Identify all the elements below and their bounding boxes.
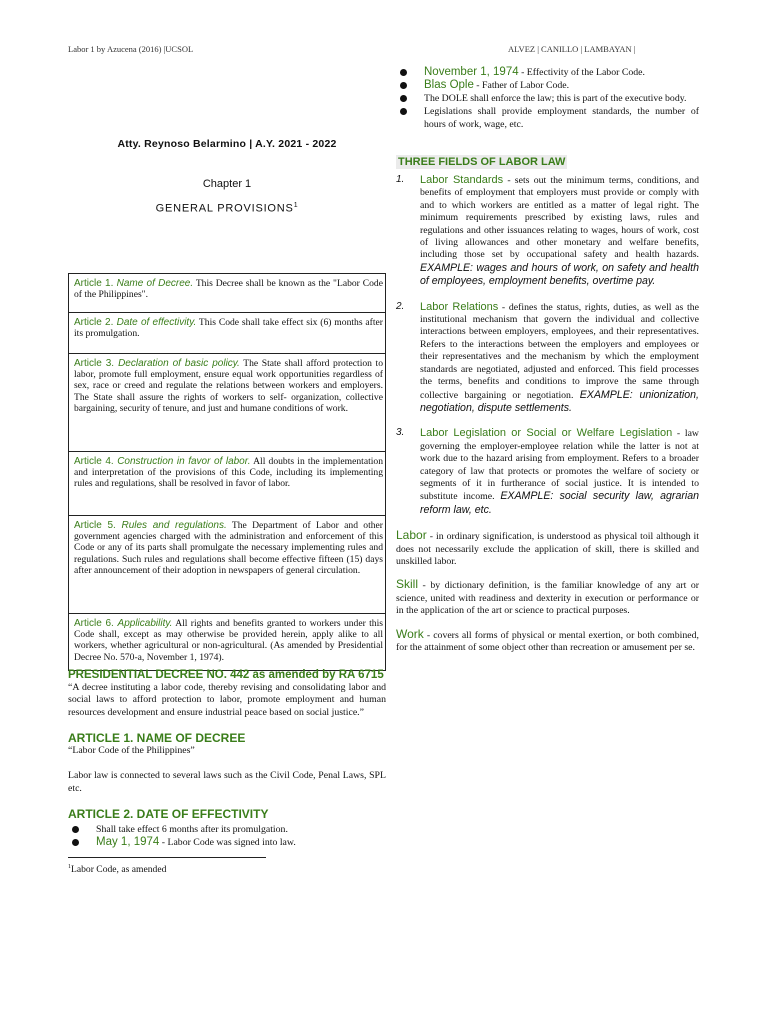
list-item: [396, 174, 699, 289]
list-item: [396, 66, 699, 79]
definition-work: [396, 628, 699, 655]
field-head: Labor Relations: [420, 300, 499, 313]
list-item: [68, 836, 386, 849]
pd-quote: “A decree instituting a labor code, thereby revising and consolidating labor and social laws to afford protection to labor, promote employment and human resources development and ensure industrial peace based on social justice.”: [68, 681, 386, 718]
field-example: EXAMPLE: social security law, agrarian reform law, etc.: [420, 490, 699, 516]
field-example: EXAMPLE: unionization, negotiation, dispute settlements.: [420, 388, 699, 414]
art1-quote: “Labor Code of the Philippines”: [68, 745, 195, 757]
articles-table: [68, 273, 386, 671]
article-text: The Department of Labor and other government agencies charged with the administration and enforcement of this Code or any of its parts shall promulgate the necessary implementing rules and regulations. Such rules and regulations shall become effective fifteen (15) days after announcement of their adoption in newspapers of general circulation.: [74, 519, 383, 577]
definition-skill: [396, 578, 699, 617]
article-title: Date of effectivity.: [116, 316, 197, 328]
article-title: Declaration of basic policy.: [118, 357, 240, 369]
field-head: Labor Standards: [420, 174, 504, 186]
field-example: EXAMPLE: wages and hours of work, on safety and health of employees, employment benefits, overtime pay.: [420, 261, 699, 288]
article-num: Article 3.: [74, 357, 119, 369]
right-column: [396, 64, 699, 654]
header-right: ALVEZ | CANILLO | LAMBAYAN |: [508, 44, 636, 54]
field-text: - sets out the minimum terms, conditions, and benefits of employment that employers must provide or comply with and to which workers are entitled as a matter of legal right. The minimum requirements prescribed by existing laws, rules and regulations and other issuances relating to wages, hours of work, cost of living allowances and other monetary and welfare benefits, including those set by occupational safety and health hazards.: [420, 175, 699, 261]
field-num: 3.: [396, 427, 405, 439]
left-column: [68, 60, 386, 875]
field-num: 1.: [396, 174, 405, 185]
article-title: Applicability.: [117, 617, 173, 629]
right-bullets: [396, 66, 699, 131]
article-num: Article 5.: [74, 519, 122, 531]
list-item: [396, 427, 699, 517]
art1-note: Labor law is connected to several laws such as the Civil Code, Penal Laws, SPL etc.: [68, 770, 386, 794]
bullet-text: - Father of Labor Code.: [473, 80, 570, 91]
article-box: [69, 313, 385, 354]
bullet-lead: November 1, 1974: [424, 66, 519, 78]
field-head: Labor Legislation or Social or Welfare Legislation: [420, 427, 673, 440]
general-footnote-ref: 1: [293, 202, 299, 209]
header-left: Labor 1 by Azucena (2016) |UCSOL: [68, 44, 194, 54]
article-text: This Decree shall be known as the "Labor Code of the Philippines".: [74, 277, 383, 301]
article-text: This Code shall take effect six (6) months after its promulgation.: [74, 316, 383, 340]
article-num: Article 4.: [74, 455, 118, 467]
bullet-text: - Effectivity of the Labor Code.: [518, 67, 645, 78]
article-box: [69, 516, 385, 614]
art2-title: ARTICLE 2. DATE OF EFFECTIVITY: [68, 807, 269, 822]
list-item: [396, 301, 699, 416]
article-num: Article 1.: [74, 277, 117, 289]
field-num: 2.: [396, 300, 405, 312]
article-text: All rights and benefits granted to workers under this Code shall, except as may otherwise be provided herein, apply alike to all workers, whether agricultural or non-agricultural. (As amended by Presidential Decree No. 570-a, November 1, 1974).: [74, 617, 383, 663]
pd-title: PRESIDENTIAL DECREE NO. 442 as amended by RA 6715: [68, 668, 384, 681]
definition-text: - covers all forms of physical or mental exertion, or both combined, for the attainment of some object other than recreation or amusement per se.: [396, 629, 699, 653]
footnote: [68, 864, 386, 875]
footnote-rule: [68, 857, 266, 858]
list-item: [68, 823, 386, 836]
bullet-text: Shall take effect 6 months after its promulgation.: [96, 824, 288, 836]
list-item: [396, 92, 699, 105]
article-num: Article 2.: [74, 316, 117, 328]
atty-line: Atty. Reynoso Belarmino | A.Y. 2021 - 2022: [117, 138, 337, 150]
definition-head: Skill: [396, 577, 419, 592]
footnote-num: 1: [68, 864, 71, 871]
art2-bullets: [68, 823, 386, 849]
field-text: - defines the status, rights, duties, as well as the institutional mechanism that govern the individual and collective interactions between employers, employees, and their representatives. Refers to the interactions between the employers and employees or their representatives and the mechanism by which the employment standards are negotiated, adjusted and enforced. This field processes the terms, benefits and conditions to improve the same through collective bargaining or negotiation.: [420, 301, 699, 401]
article-box: [69, 274, 385, 313]
article-title: Rules and regulations.: [121, 519, 227, 531]
article-text: The State shall afford protection to labor, promote full employment, ensure equal work opportunities regardless of sex, race or creed and regulate the relations between workers and employers. The State shall assure the rights of workers to self- organization, collective bargaining, security of tenure, and just and humane conditions of work.: [74, 357, 383, 415]
chapter-title: Chapter 1: [202, 178, 252, 190]
fields-title: THREE FIELDS OF LABOR LAW: [398, 156, 566, 168]
article-title: Construction in favor of labor.: [117, 455, 251, 467]
footnote-text: Labor Code, as amended: [71, 864, 167, 876]
fields-list: [396, 174, 699, 517]
bullet-text: Legislations shall provide employment standards, the number of hours of work, wage, etc.: [424, 106, 699, 130]
bullet-text: - Labor Code was signed into law.: [159, 837, 296, 849]
bullet-lead: Blas Ople: [424, 79, 474, 91]
definition-text: - by dictionary definition, is the familiar knowledge of any art or science, united with readiness and dexterity in execution or performance or in the application of the art or science to practical purposes.: [396, 580, 699, 617]
definition-labor: [396, 529, 699, 568]
field-text: - law governing the employer-employee relation while the latter is not at work due to the hazard arising from employment. Refers to a broader category of law that protects or promotes the welfare of society or segments of it in furtherance of social justice. It is intended to substitute income.: [420, 428, 699, 503]
article-box: [69, 614, 385, 670]
definition-head: Work: [396, 626, 424, 641]
article-box: [69, 354, 385, 452]
definition-head: Labor: [396, 528, 427, 543]
definition-text: - in ordinary signification, is understood as physical toil although it does not necessarily exclude the application of skill, there is skilled and unskilled labor.: [396, 531, 699, 567]
list-item: [396, 105, 699, 131]
bullet-lead: May 1, 1974: [96, 836, 160, 849]
list-item: [396, 79, 699, 92]
bullet-text: The DOLE shall enforce the law; this is part of the executive body.: [424, 93, 687, 104]
general-provisions-title: [68, 202, 386, 215]
article-box: [69, 452, 385, 516]
article-title: Name of Decree.: [116, 277, 194, 289]
art1-title: ARTICLE 1. NAME OF DECREE: [68, 731, 246, 746]
general-text: GENERAL PROVISIONS: [155, 202, 294, 215]
article-text: All doubts in the implementation and interpretation of the provisions of this Code, including its implementing rules and regulations, shall be resolved in favor of labor.: [74, 455, 383, 490]
article-num: Article 6.: [74, 617, 118, 629]
